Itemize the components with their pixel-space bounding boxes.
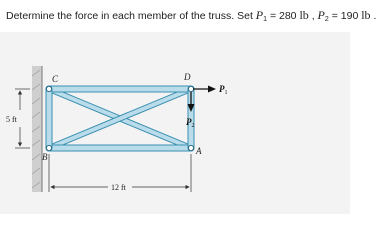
problem-lead-text: Determine the force in each member of the truss. Set (6, 10, 256, 22)
node-label-c: C (52, 74, 59, 84)
truss-members (49, 89, 191, 148)
wall-support (32, 66, 42, 192)
height-dimension-label: 5 ft (6, 115, 17, 124)
width-dimension-label: 12 ft (111, 183, 126, 192)
separator: , (308, 10, 318, 22)
pin-c (46, 86, 51, 91)
p1-symbol: P (255, 8, 264, 22)
pin-d (188, 86, 193, 91)
pin-b (46, 145, 51, 150)
p1-unit: lb (299, 8, 309, 22)
p2-value: = 190 (328, 10, 362, 22)
p2-symbol: P (317, 8, 325, 22)
load-p1-arrow (193, 86, 216, 93)
problem-end: . (370, 10, 376, 22)
load-p1-label: $P_1$ (219, 84, 228, 96)
node-label-b: B (42, 152, 48, 162)
load-p2-label: $P_2$ (186, 117, 195, 129)
pin-a (188, 145, 193, 150)
node-label-d: D (184, 72, 191, 82)
node-label-a: A (196, 146, 202, 156)
p2-subscript: 2 (324, 16, 329, 23)
truss-figure-panel (0, 32, 350, 214)
truss-diagram (0, 32, 350, 214)
height-dimension (15, 89, 30, 148)
p1-subscript: 1 (263, 16, 268, 23)
p1-value: = 280 (267, 10, 300, 22)
problem-statement (6, 8, 376, 23)
p2-unit: lb (361, 8, 371, 22)
